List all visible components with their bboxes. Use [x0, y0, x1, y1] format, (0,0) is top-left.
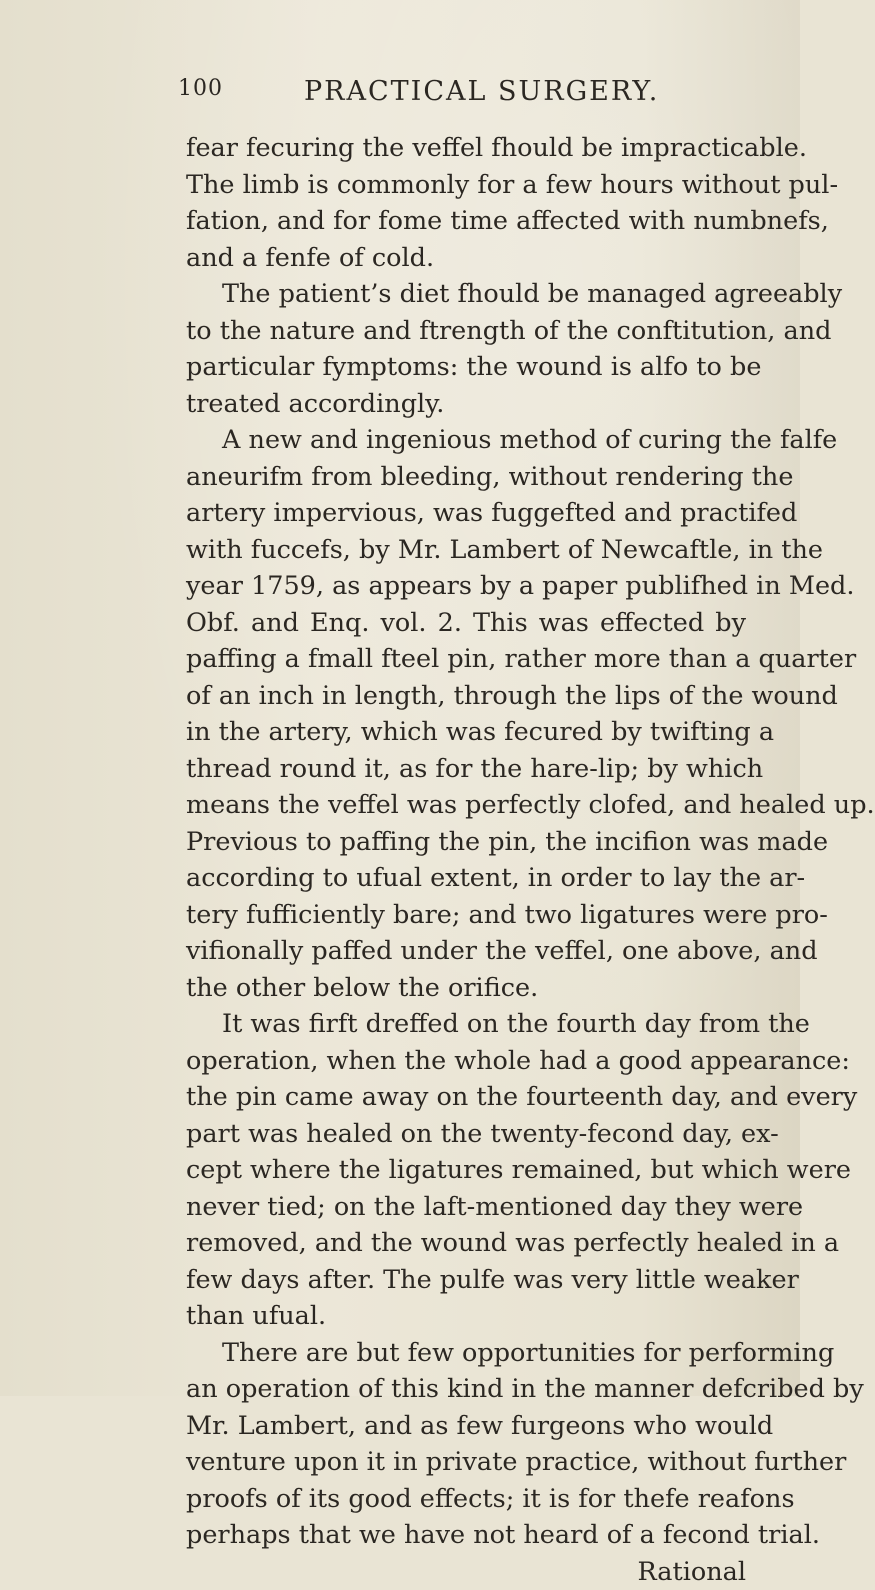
page-number: 100: [178, 76, 223, 101]
text-line: venture upon it in private practice, without further: [186, 1444, 746, 1481]
text-line: Obf. and Enq. vol. 2. This was effected by: [186, 605, 746, 642]
text-line: an operation of this kind in the manner defcribed by: [186, 1371, 746, 1408]
text-line: to the nature and ftrength of the conftitution, and: [186, 313, 746, 350]
text-line: Previous to paffing the pin, the incifion was made: [186, 824, 746, 861]
text-line: according to ufual extent, in order to lay the ar-: [186, 860, 746, 897]
text-line: The limb is commonly for a few hours without pul-: [186, 167, 746, 204]
text-line: with fuccefs, by Mr. Lambert of Newcaftle, in the: [186, 532, 746, 569]
text-line: proofs of its good effects; it is for thefe reafons: [186, 1481, 746, 1518]
text-line: fear fecuring the veffel fhould be impracticable.: [186, 130, 746, 167]
running-head: PRACTICAL SURGERY.: [304, 76, 659, 107]
text-line: thread round it, as for the hare-lip; by which: [186, 751, 746, 788]
text-line: part was healed on the twenty-fecond day, ex-: [186, 1116, 746, 1153]
text-line: vifionally paffed under the veffel, one above, and: [186, 933, 746, 970]
text-line: artery impervious, was fuggefted and practifed: [186, 495, 746, 532]
text-line: than ufual.: [186, 1298, 746, 1335]
text-line: There are but few opportunities for performing: [186, 1335, 746, 1372]
text-line: in the artery, which was fecured by twifting a: [186, 714, 746, 751]
text-line: perhaps that we have not heard of a fecond trial.: [186, 1517, 746, 1554]
text-line: means the veffel was perfectly clofed, and healed up.: [186, 787, 746, 824]
text-line: It was firft dreffed on the fourth day from the: [186, 1006, 746, 1043]
text-line: removed, and the wound was perfectly healed in a: [186, 1225, 746, 1262]
text-line: The patient’s diet fhould be managed agreeably: [186, 276, 746, 313]
page-header: [178, 76, 738, 116]
body-text: [186, 130, 746, 1590]
text-line: the pin came away on the fourteenth day, and every: [186, 1079, 746, 1116]
text-line: few days after. The pulfe was very little weaker: [186, 1262, 746, 1299]
text-line: year 1759, as appears by a paper publifhed in Med.: [186, 568, 746, 605]
text-line: particular fymptoms: the wound is alfo to be: [186, 349, 746, 386]
text-line: A new and ingenious method of curing the falfe: [186, 422, 746, 459]
text-line: fation, and for fome time affected with numbnefs,: [186, 203, 746, 240]
text-line: operation, when the whole had a good appearance:: [186, 1043, 746, 1080]
text-line: of an inch in length, through the lips of the wound: [186, 678, 746, 715]
text-line: paffing a fmall fteel pin, rather more than a quarter: [186, 641, 746, 678]
text-line: and a fenfe of cold.: [186, 240, 746, 277]
catchword: Rational: [186, 1554, 746, 1590]
text-line: Mr. Lambert, and as few furgeons who would: [186, 1408, 746, 1445]
text-line: the other below the orifice.: [186, 970, 746, 1007]
text-line: aneurifm from bleeding, without rendering the: [186, 459, 746, 496]
text-line: never tied; on the laft-mentioned day they were: [186, 1189, 746, 1226]
text-line: treated accordingly.: [186, 386, 746, 423]
text-line: cept where the ligatures remained, but which were: [186, 1152, 746, 1189]
text-line: tery fufficiently bare; and two ligatures were pro-: [186, 897, 746, 934]
